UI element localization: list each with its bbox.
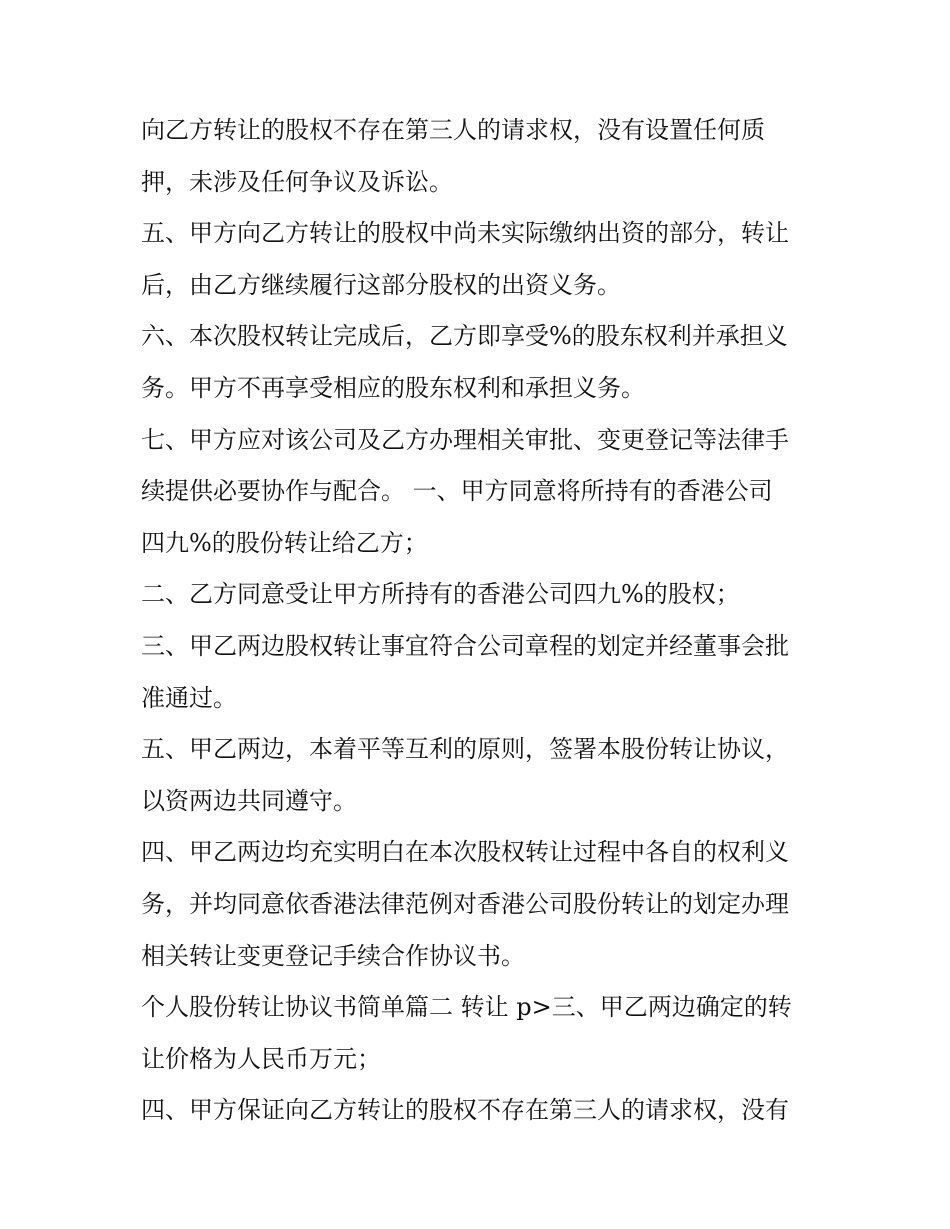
text-line: 五、甲乙两边，本着平等互利的原则，签署本股份转让协议， [141, 735, 789, 764]
text-line: 二、乙方同意受让甲方所持有的香港公司四九%的股权； [141, 580, 740, 609]
text-line: 后，由乙方继续履行这部分股权的出资义务。 [141, 270, 621, 299]
text-line: 务。甲方不再享受相应的股东权利和承担义务。 [141, 373, 645, 402]
document-body [141, 105, 821, 1137]
text-line: 四九%的股份转让给乙方； [141, 528, 428, 557]
text-line: 押，未涉及任何争议及诉讼。 [141, 167, 453, 196]
text-line: 向乙方转让的股权不存在第三人的请求权，没有设置任何质 [141, 116, 765, 144]
text-line: 五、甲方向乙方转让的股权中尚未实际缴纳出资的部分，转让 [141, 219, 789, 248]
text-line: 四、甲方保证向乙方转让的股权不存在第三人的请求权，没有 [141, 1096, 789, 1125]
text-line: 个人股份转让协议书简单篇二 转让 p>三、甲乙两边确定的转 [141, 993, 792, 1022]
text-line: 七、甲方应对该公司及乙方办理相关审批、变更登记等法律手 [141, 425, 789, 454]
text-line: 相关转让变更登记手续合作协议书。 [141, 941, 525, 970]
text-line: 四、甲乙两边均充实明白在本次股权转让过程中各自的权利义 [141, 838, 789, 867]
text-line: 以资两边共同遵守。 [141, 786, 357, 815]
text-line: 三、甲乙两边股权转让事宜符合公司章程的划定并经董事会批 [141, 631, 789, 660]
text-line: 准通过。 [141, 683, 237, 712]
text-line: 务，并均同意依香港法律范例对香港公司股份转让的划定办理 [141, 889, 789, 918]
text-line: 续提供必要协作与配合。 一、甲方同意将所持有的香港公司 [141, 477, 773, 506]
text-line: 六、本次股权转让完成后，乙方即享受%的股东权利并承担义 [141, 322, 788, 351]
text-line: 让价格为人民币万元； [141, 1044, 381, 1073]
